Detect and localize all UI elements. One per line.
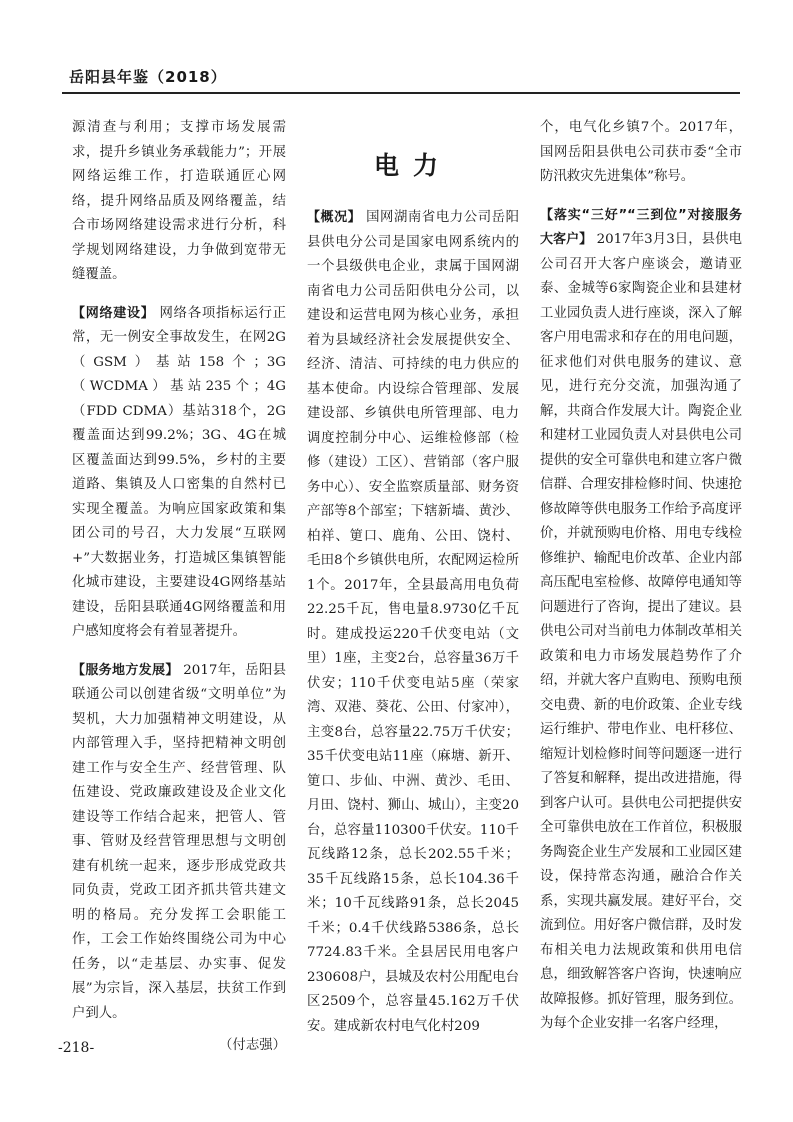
header-rule	[62, 92, 740, 94]
overview-text: 国网湖南省电力公司岳阳县供电分公司是国家电网系统内的一个县级供电企业，隶属于国网湖南省电力公司岳阳供电分公司，以建设和运营电网为核心业务，承担着为县域经济社会发展提供安全、经济、清洁、可持续的电力供应的基本使命。内设综合管理部、发展建设部、乡镇供电所管理部、电力调度控制分中心、运维检修部（检修（建设）工区）、营销部（客户服务中心）、安全监察质量部、财务资产部等8个部室；下辖新墙、黄沙、柏祥、筻口、鹿角、公田、饶村、毛田8个乡镇供电所，农配网运检所1个。2017年，全县最高用电负荷22.25千瓦，售电量8.9730亿千瓦时。建成投运220千伏变电站（文里）1座，主变2台，总容量36万千伏安；110千伏变电站5座（荣家湾、双港、葵花、公田、付家冲），主变8台，总容量22.75万千伏安；35千伏变电站11座（麻塘、新开、筻口、步仙、中洲、黄沙、毛田、月田、饶村、狮山、城山），主变20台，总容量110300千伏安。110千瓦线路12条，总长202.55千米；35千瓦线路15条，总长104.36千米；10千瓦线路91条，总长2045千米；0.4千伏线路5386条，总长7724.83千米。全县居民用电客户230608户，县城及农村公用配电台区2509个，总容量45.162万千伏安。建成新农村电气化村209	[307, 210, 519, 1034]
paragraph-serve-local-development	[72, 659, 286, 1027]
paragraph-network-construction	[72, 302, 286, 645]
author-signature: （付志强）	[219, 1038, 286, 1053]
paragraph-overview	[307, 206, 519, 1039]
column-right	[540, 116, 742, 1051]
network-construction-text: 网络各项指标运行正常，无一例安全事故发生，在网2G（GSM）基站158个；3G（WCDMA）基站235个；4G（FDD CDMA）基站318个，2G覆盖面达到99.2%；3G、4G在城区覆盖面达到99.5%，乡村的主要道路、集镇及人口密集的自然村已实现全覆盖。为响应国家政策和集团公司的号召，大力发展“互联网+”大数据业务，打造城区集镇智能化城市建设，主要建设4G网络基站建设，岳阳县联通4G网络覆盖和用户感知度将会有着显著提升。	[72, 305, 286, 639]
page-number: -218-	[58, 1040, 95, 1056]
keyword-key-account-service: 【落实“三好”“三到位”对接服务大客户】	[540, 207, 742, 247]
paragraph-key-account-service	[540, 204, 742, 1037]
keyword-serve-local-development: 【服务地方发展】	[72, 662, 179, 678]
paragraph-continued: 源清查与利用；支撑市场发展需求，提升乡镇业务承载能力”；开展网络运维工作，打造联通匠心网络，提升网络品质及网络覆盖，结合市场网络建设需求进行分析，科学规划网络建设，力争做到宽带无缝覆盖。	[72, 120, 286, 282]
serve-local-development-text: 2017年，岳阳县联通公司以创建省级“文明单位”为契机，大力加强精神文明建设，从内部管理入手，坚持把精神文明创建工作与安全生产、经营管理、队伍建设、党政廉政建设及企业文化建设等工作结合起来，把管人、管事、管财及经营管理思想与文明创建有机统一起来，逐步形成党政共同负责，党政工团齐抓共管共建文明的格局。充分发挥工会职能工作，工会工作始终围绕公司为中心任务，以“走基层、办实事、促发展”为宗旨，深入基层，扶贫工作到户到人。	[72, 662, 286, 1021]
running-header: 岳阳县年鉴（2018）	[69, 68, 227, 86]
keyword-network-construction: 【网络建设】	[72, 305, 155, 321]
column-left	[72, 116, 286, 1059]
paragraph-continued-right: 个，电气化乡镇7个。2017年，国网岳阳县供电公司获市委“全市防汛救灾先进集体”称号。	[540, 120, 742, 184]
section-title: 电力	[373, 151, 452, 180]
keyword-overview: 【概况】	[307, 210, 362, 225]
column-middle	[307, 206, 519, 1053]
key-account-service-text: 2017年3月3日，县供电公司召开大客户座谈会，邀请亚泰、金城等6家陶瓷企业和县建材工业园负责人进行座谈，深入了解客户用电需求和存在的用电问题，征求他们对供电服务的建议、意见，进行充分交流，加强沟通了解，共商合作发展大计。陶瓷企业和建材工业园负责人对县供电公司提供的安全可靠供电和建立客户微信群、合理安排检修时间、快速抢修故障等供电服务工作给予高度评价，并就预购电价格、用电专线检修维护、输配电价改革、企业内部高压配电室检修、故障停电通知等问题进行了咨询，提出了建议。县供电公司对当前电力体制改革相关政策和电力市场发展趋势作了介绍，并就大客户直购电、预购电预交电费、新的电价政策、企业专线运行维护、带电作业、电杆移位、缩短计划检修时间等问题逐一进行了答复和解释，提出改进措施，得到客户认可。县供电公司把提供安全可靠供电放在工作首位，积极服务陶瓷企业生产发展和工业园区建设，保持常态沟通，融洽合作关系，实现共赢发展。建好平台，交流到位。用好客户微信群，及时发布相关电力法规政策和供用电信息，细致解答客户咨询，快速响应故障报修。抓好管理，服务到位。为每个企业安排一名客户经理，	[540, 232, 742, 1031]
